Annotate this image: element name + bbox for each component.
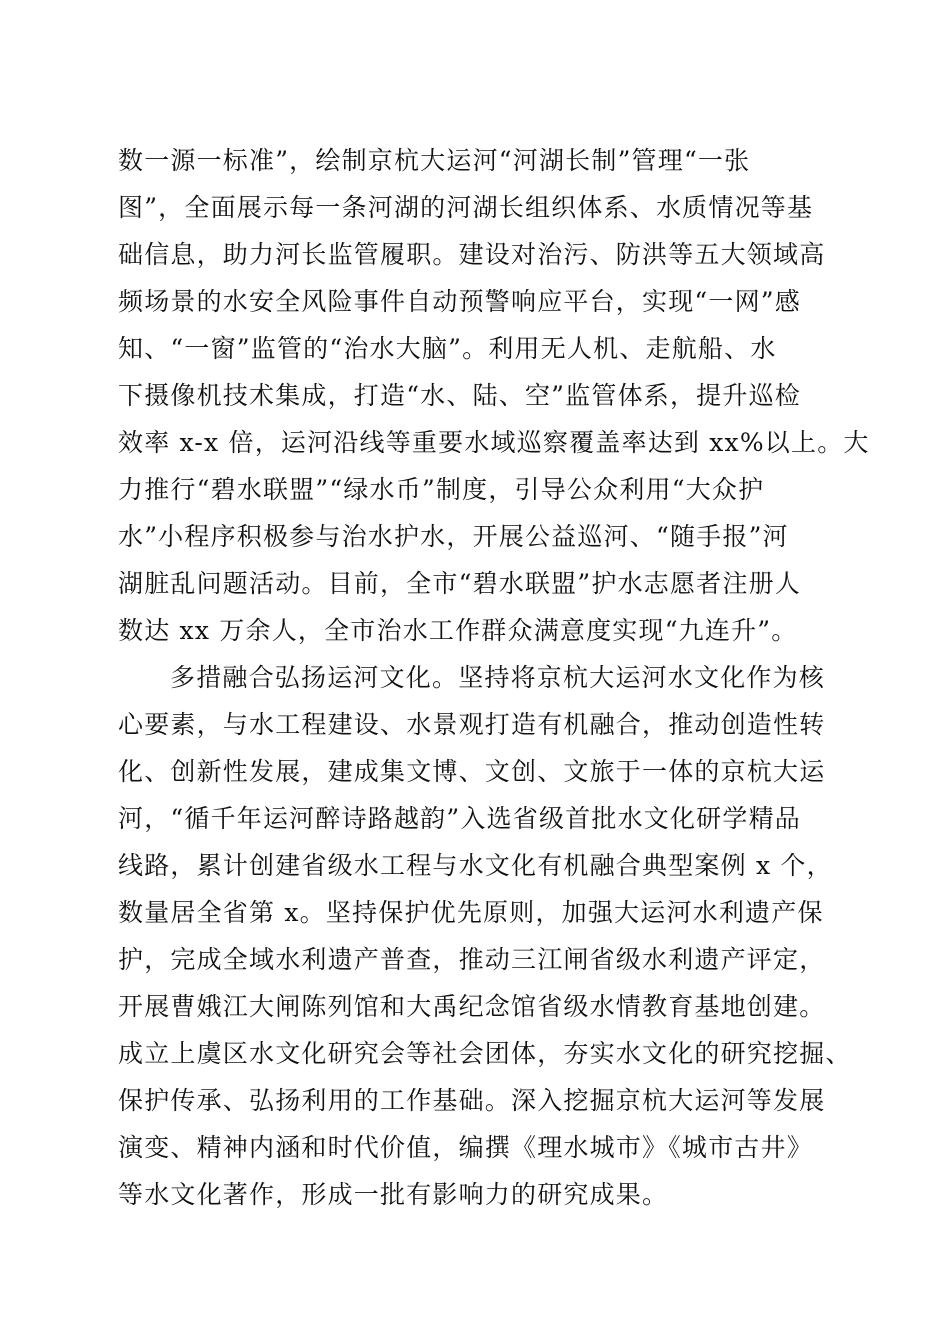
text-line: 河，“循千年运河醉诗路越韵”入选省级首批水文化研学精品 (118, 804, 801, 833)
text-line: 下摄像机技术集成，打造“水、陆、空”监管体系，提升巡检 (118, 381, 801, 410)
text-line: 础信息，助力河长监管履职。建设对治污、防洪等五大领域高 (118, 240, 826, 269)
text-line: 力推行“碧水联盟”“绿水币”制度，引导公众利用“大众护 (118, 475, 765, 504)
text-line: 湖脏乱问题活动。目前，全市“碧水联盟”护水志愿者注册人 (118, 569, 801, 598)
text-line: 开展曹娥江大闸陈列馆和大禹纪念馆省级水情教育基地创建。 (118, 992, 826, 1021)
paragraph-heading-line: 多措融合弘扬运河文化。坚持将京杭大运河水文化作为核 (170, 663, 826, 692)
text-line: 等水文化著作，形成一批有影响力的研究成果。 (118, 1180, 669, 1209)
text-line: 成立上虞区水文化研究会等社会团体，夯实水文化的研究挖掘、 (118, 1039, 852, 1068)
text-line: 图”，全面展示每一条河湖的河湖长组织体系、水质情况等基 (118, 193, 814, 222)
text-line: 数量居全省第 x。坚持保护优先原则，加强大运河水利遗产保 (118, 898, 824, 927)
text-line: 水”小程序积极参与治水护水，开展公益巡河、“随手报”河 (118, 522, 789, 551)
text-line: 线路，累计创建省级水工程与水文化有机融合典型案例 x 个， (118, 851, 833, 880)
text-line: 心要素，与水工程建设、水景观打造有机融合，推动创造性转 (118, 710, 826, 739)
text-line: 化、创新性发展，建成集文博、文创、文旅于一体的京杭大运 (118, 757, 826, 786)
text-line: 数达 xx 万余人，全市治水工作群众满意度实现“九连升”。 (118, 616, 798, 645)
text-line: 知、“一窗”监管的“治水大脑”。利用无人机、走航船、水 (118, 334, 777, 363)
text-line: 护，完成全域水利遗产普查，推动三江闸省级水利遗产评定， (118, 945, 826, 974)
text-line: 频场景的水安全风险事件自动预警响应平台，实现“一网”感 (118, 287, 801, 316)
text-line: 演变、精神内涵和时代价值，编撰《理水城市》《城市古井》 (118, 1133, 813, 1162)
text-line: 保护传承、弘扬利用的工作基础。深入挖掘京杭大运河等发展 (118, 1086, 826, 1115)
text-line: 数一源一标准”，绘制京杭大运河“河湖长制”管理“一张 (118, 146, 751, 175)
text-line: 效率 x-x 倍，运河沿线等重要水域巡察覆盖率达到 xx%以上。大 (118, 428, 870, 457)
